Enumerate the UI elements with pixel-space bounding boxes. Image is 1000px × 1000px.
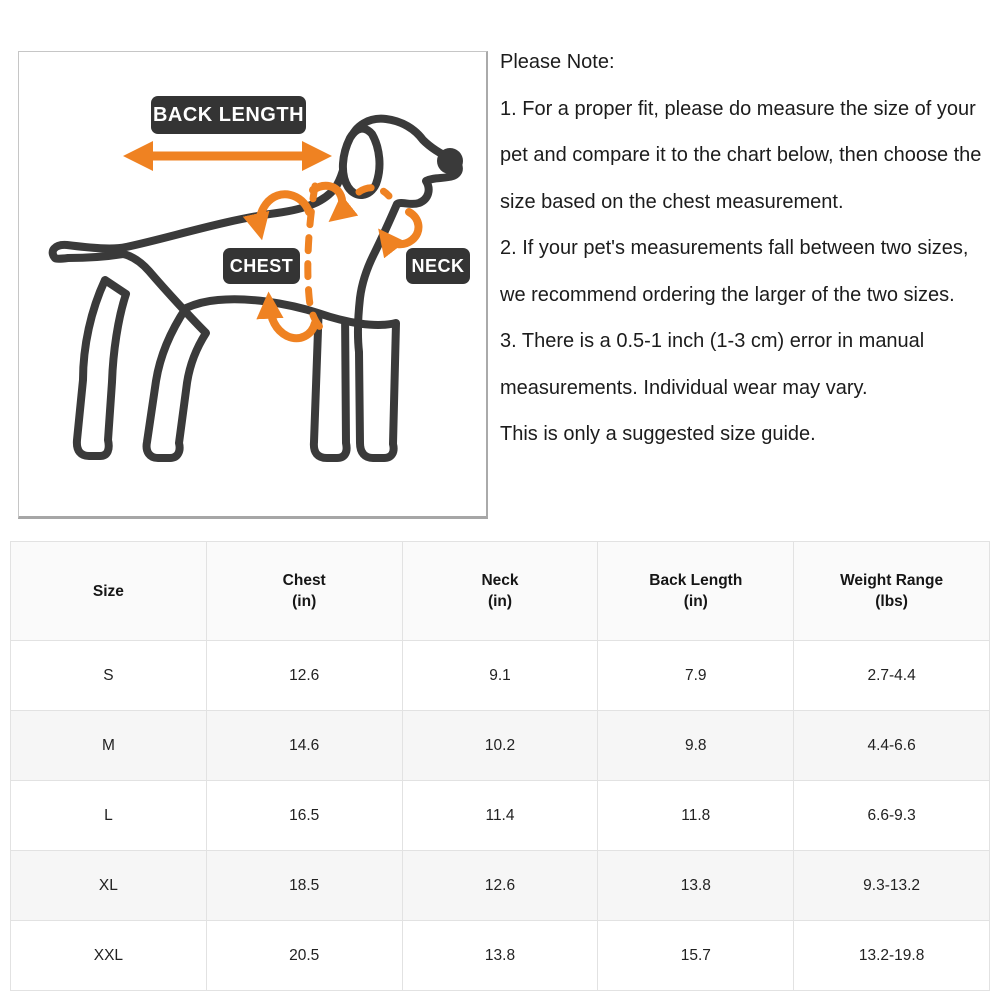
size-table <box>10 541 990 991</box>
header-weight-range: Weight Range (lbs) <box>794 542 990 641</box>
header-back-length: Back Length (in) <box>598 542 794 641</box>
cell-back-length: 7.9 <box>598 641 794 711</box>
note-line: we recommend ordering the larger of the two sizes. <box>500 283 955 306</box>
cell-chest: 18.5 <box>206 851 402 921</box>
measurement-diagram <box>18 51 488 519</box>
cell-weight: 13.2-19.8 <box>794 921 990 991</box>
note-line: size based on the chest measurement. <box>500 190 844 213</box>
cell-size: S <box>11 641 207 711</box>
table-row <box>11 711 990 781</box>
cell-back-length: 9.8 <box>598 711 794 781</box>
table-row <box>11 851 990 921</box>
note-line: measurements. Individual wear may vary. <box>500 376 868 399</box>
header-neck: Neck (in) <box>402 542 598 641</box>
cell-neck: 13.8 <box>402 921 598 991</box>
cell-chest: 14.6 <box>206 711 402 781</box>
note-line: 1. For a proper fit, please do measure the size of your <box>500 97 976 120</box>
cell-neck: 12.6 <box>402 851 598 921</box>
size-table-header-row <box>11 542 990 641</box>
note-line: 2. If your pet's measurements fall between two sizes, <box>500 237 969 259</box>
table-row <box>11 921 990 991</box>
dog-nose <box>437 148 463 174</box>
cell-back-length: 15.7 <box>598 921 794 991</box>
cell-neck: 11.4 <box>402 781 598 851</box>
back-length-label: BACK LENGTH <box>151 96 306 134</box>
cell-weight: 4.4-6.6 <box>794 711 990 781</box>
header-chest: Chest (in) <box>206 542 402 641</box>
cell-neck: 10.2 <box>402 711 598 781</box>
cell-size: M <box>11 711 207 781</box>
chest-label: CHEST <box>223 248 300 284</box>
dog-ear <box>343 129 380 195</box>
cell-chest: 16.5 <box>206 781 402 851</box>
back-length-arrow <box>123 141 332 171</box>
cell-size: XL <box>11 851 207 921</box>
cell-size: XXL <box>11 921 207 991</box>
table-row <box>11 781 990 851</box>
table-row <box>11 641 990 711</box>
notes-section <box>500 39 1000 458</box>
cell-chest: 12.6 <box>206 641 402 711</box>
cell-size: L <box>11 781 207 851</box>
header-size: Size <box>11 542 207 641</box>
cell-weight: 9.3-13.2 <box>794 851 990 921</box>
cell-weight: 6.6-9.3 <box>794 781 990 851</box>
cell-back-length: 13.8 <box>598 851 794 921</box>
neck-label: NECK <box>406 248 470 284</box>
cell-back-length: 11.8 <box>598 781 794 851</box>
note-line: 3. There is a 0.5-1 inch (1-3 cm) error in manual <box>500 330 925 352</box>
cell-chest: 20.5 <box>206 921 402 991</box>
notes-title: Please Note: <box>500 51 615 73</box>
cell-weight: 2.7-4.4 <box>794 641 990 711</box>
note-line: pet and compare it to the chart below, then choose the <box>500 144 982 166</box>
note-line: This is only a suggested size guide. <box>500 423 816 445</box>
cell-neck: 9.1 <box>402 641 598 711</box>
